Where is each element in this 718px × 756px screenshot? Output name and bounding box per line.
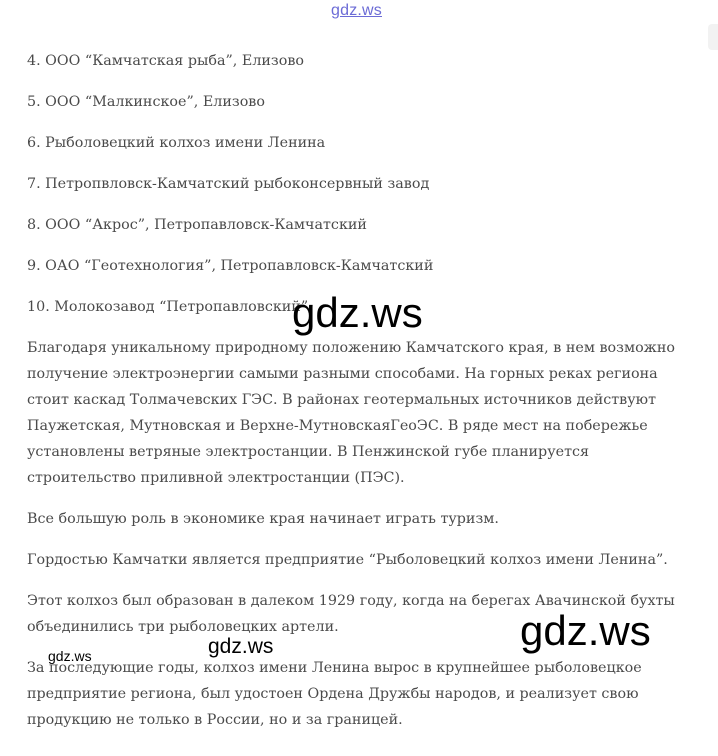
paragraph-tourism: Все большую роль в экономике края начинает играть туризм. — [27, 511, 499, 527]
watermark-overlay: gdz.ws — [208, 635, 274, 658]
header-watermark-link[interactable]: gdz.ws — [331, 2, 382, 19]
paragraph-pride: Гордостью Камчатки является предприятие “Рыболовецкий колхоз имени Ленина”. — [27, 552, 668, 568]
watermark-overlay: gdz.ws — [520, 607, 651, 654]
list-item: 6. Рыболовецкий колхоз имени Ленина — [27, 135, 326, 151]
paragraph-energy: Благодаря уникальному природному положению Камчатского края, в нем возможно получение электроэнергии самыми разными способами. На горных реках региона стоит каскад Толмачевских ГЭС. В районах геотермальных источников действуют Паужетская, Мутновская и Верхне-МутновскаяГеоЭС. В ряде мест на побережье установлены ветряные электростанции. В Пенжинской губе планируется строительство приливной электростанции (ПЭС). — [27, 340, 675, 486]
paragraph-growth: За последующие годы, колхоз имени Ленина вырос в крупнейшее рыболовецкое предприятие региона, был удостоен Ордена Дружбы народов, и реализует свою продукцию не только в России, но и за границей. — [27, 660, 642, 728]
watermark-overlay: gdz.ws — [48, 648, 92, 664]
paragraph-history: Этот колхоз был образован в далеком 1929 году, когда на берегах Авачинской бухты объединились три рыболовецких артели. — [27, 593, 675, 635]
list-item: 7. Петропвловск-Камчатский рыбоконсервный завод — [27, 176, 430, 192]
list-item: 10. Молокозавод “Петропавловский” — [27, 299, 309, 315]
scroll-edge-marker — [708, 24, 718, 50]
watermark-overlay: gdz.ws — [292, 289, 423, 336]
list-item: 9. ОАО “Геотехнология”, Петропавловск-Камчатский — [27, 258, 434, 274]
list-item: 5. ООО “Малкинское”, Елизово — [27, 94, 265, 110]
list-item: 8. ООО “Акрос”, Петропавловск-Камчатский — [27, 217, 367, 233]
list-item: 4. ООО “Камчатская рыба”, Елизово — [27, 53, 304, 69]
